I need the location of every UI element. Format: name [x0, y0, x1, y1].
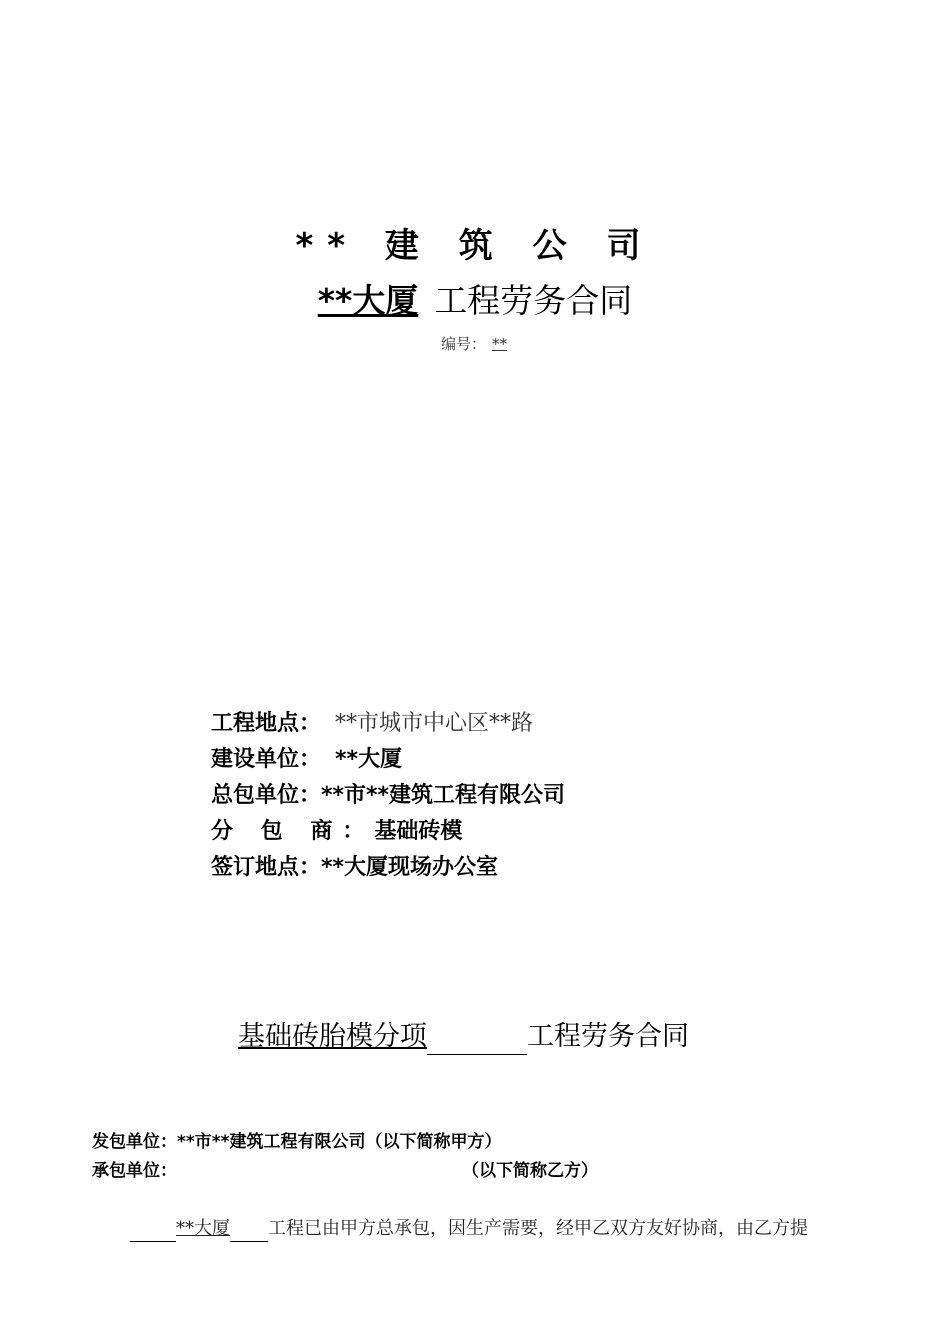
info-label: 分 包 商：: [211, 819, 375, 844]
info-value: **市**建筑工程有限公司: [321, 783, 566, 808]
party-a-line: [92, 1130, 502, 1154]
subtitle-contract-type: 工程劳务合同: [527, 1021, 689, 1052]
party-a-value: **市**建筑工程有限公司（以下简称甲方）: [177, 1132, 502, 1152]
info-label: 工程地点：: [211, 711, 322, 736]
info-value: **大厦: [335, 747, 403, 772]
info-value: **大厦现场办公室: [321, 855, 499, 880]
info-signing-place: [211, 854, 498, 882]
info-general-contractor: [211, 782, 565, 810]
info-label: 签订地点：: [211, 855, 322, 880]
subtitle-blank-line: [427, 1024, 527, 1055]
para-blank-left: [130, 1221, 176, 1242]
serial-number: [0, 334, 950, 354]
para-project-name: **大厦: [176, 1218, 230, 1239]
para-blank-right: [230, 1221, 268, 1242]
info-label: 总包单位：: [211, 783, 322, 808]
contract-title: [0, 281, 950, 321]
title-project-name: **大厦: [317, 281, 419, 320]
para-text: 工程已由甲方总承包，因生产需要，经甲乙双方友好协商，由乙方提: [268, 1218, 808, 1239]
contract-subtitle: [238, 1019, 689, 1055]
party-b-abbreviation: （以下简称乙方）: [462, 1161, 598, 1181]
party-b-line: [92, 1159, 792, 1183]
info-value: **市城市中心区**路: [335, 711, 534, 736]
party-a-label: 发包单位：: [92, 1132, 177, 1152]
serial-label: 编号：: [440, 335, 486, 353]
info-owner: [211, 746, 402, 774]
company-name: ** 建 筑 公 司: [295, 226, 655, 266]
title-contract-type: 工程劳务合同: [434, 281, 633, 320]
subtitle-subject: 基础砖胎模分项: [238, 1021, 427, 1052]
info-value: 基础砖模: [374, 819, 463, 844]
info-subcontractor: [211, 818, 462, 846]
contract-paragraph: [130, 1216, 808, 1242]
info-project-location: [211, 710, 533, 738]
serial-value: **: [492, 335, 507, 353]
party-b-label: 承包单位：: [92, 1161, 177, 1181]
info-label: 建设单位：: [211, 747, 322, 772]
